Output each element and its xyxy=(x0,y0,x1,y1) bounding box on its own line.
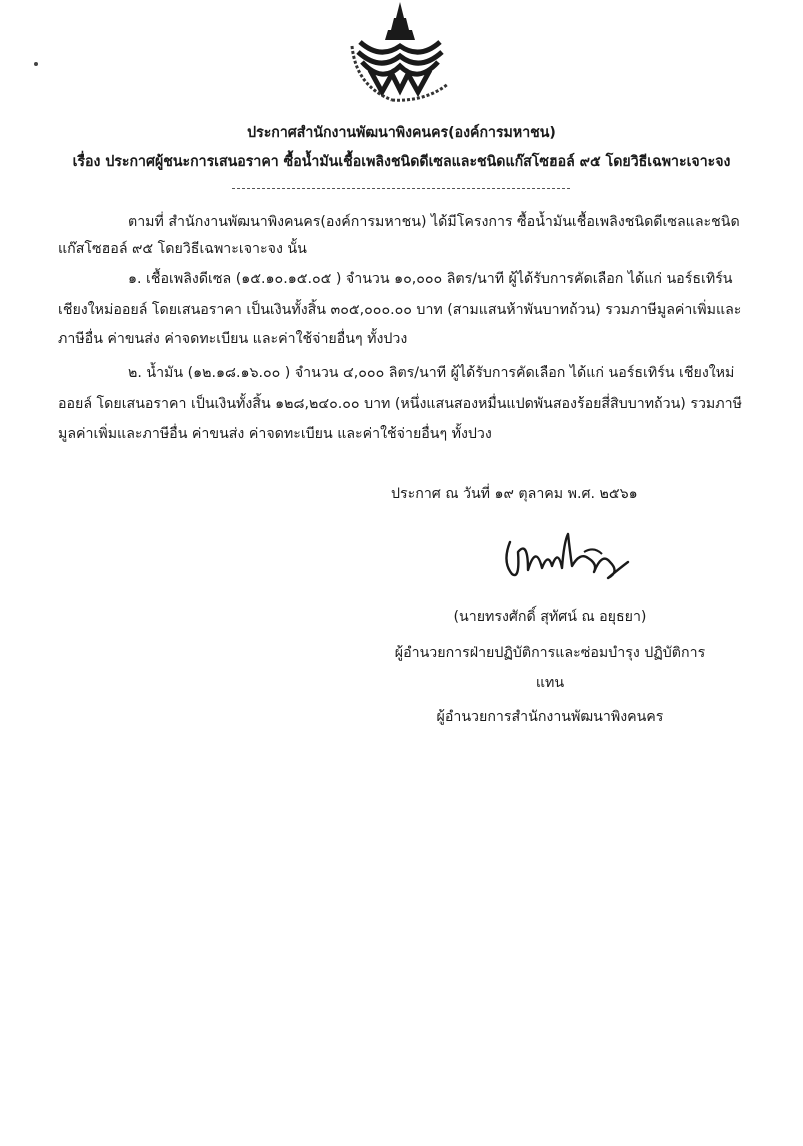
scan-speck xyxy=(34,62,38,66)
principal-title: ผู้อำนวยการสำนักงานพัฒนาพิงคนคร xyxy=(436,709,664,725)
paragraph-line: แก๊สโซฮอล์ ๙๕ โดยวิธีเฉพาะเจาะจง นั้น xyxy=(58,241,307,257)
paragraph-line: ๑. เชื้อเพลิงดีเซล (๑๕.๑๐.๑๕.๐๕ ) จำนวน ๑๐,๐๐๐ ลิตร/นาที ผู้ได้รับการคัดเลือก ได้แก่ นอร์ธเทิร์น xyxy=(128,271,733,287)
announcement-date: ประกาศ ณ วันที่ ๑๙ ตุลาคม พ.ศ. ๒๕๖๑ xyxy=(391,486,638,502)
divider xyxy=(232,188,570,189)
paragraph-line: ภาษีอื่น ค่าขนส่ง ค่าจดทะเบียน และค่าใช้จ่ายอื่นๆ ทั้งปวง xyxy=(58,331,408,347)
on-behalf-label: แทน xyxy=(535,675,565,691)
announcement-subject: เรื่อง ประกาศผู้ชนะการเสนอราคา ซื้อน้ำมันเชื้อเพลิงชนิดดีเซลและชนิดแก๊สโซฮอล์ ๙๕ โดยวิธีเฉพาะเจาะจง xyxy=(72,154,731,170)
paragraph-line: มูลค่าเพิ่มและภาษีอื่น ค่าขนส่ง ค่าจดทะเบียน และค่าใช้จ่ายอื่นๆ ทั้งปวง xyxy=(58,426,492,442)
signatory-name: (นายทรงศักดิ์ สุทัศน์ ณ อยุธยา) xyxy=(453,609,647,625)
handwritten-signature xyxy=(498,522,638,592)
paragraph-line: ออยล์ โดยเสนอราคา เป็นเงินทั้งสิ้น ๑๒๘,๒๔๐.๐๐ บาท (หนึ่งแสนสองหมื่นแปดพันสองร้อยสี่สิบบาทถ้วน) รวมภาษี xyxy=(58,396,742,412)
paragraph-line: เชียงใหม่ออยล์ โดยเสนอราคา เป็นเงินทั้งสิ้น ๓๐๕,๐๐๐.๐๐ บาท (สามแสนห้าพันบาทถ้วน) รวมภาษีมูลค่าเพิ่มและ xyxy=(58,302,742,318)
announcement-title: ประกาศสำนักงานพัฒนาพิงคนคร(องค์การมหาชน) xyxy=(247,125,556,141)
signatory-position: ผู้อำนวยการฝ่ายปฏิบัติการและซ่อมบำรุง ปฏิบัติการ xyxy=(394,645,706,661)
paragraph-line: ตามที่ สำนักงานพัฒนาพิงคนคร(องค์การมหาชน) ได้มีโครงการ ซื้อน้ำมันเชื้อเพลิงชนิดดีเซลและชนิด xyxy=(128,214,740,230)
agency-logo xyxy=(330,0,470,108)
paragraph-line: ๒. น้ำมัน (๑๒.๑๘.๑๖.๐๐ ) จำนวน ๔,๐๐๐ ลิตร/นาที ผู้ได้รับการคัดเลือก ได้แก่ นอร์ธเทิร์น เชียงใหม่ xyxy=(128,365,735,381)
